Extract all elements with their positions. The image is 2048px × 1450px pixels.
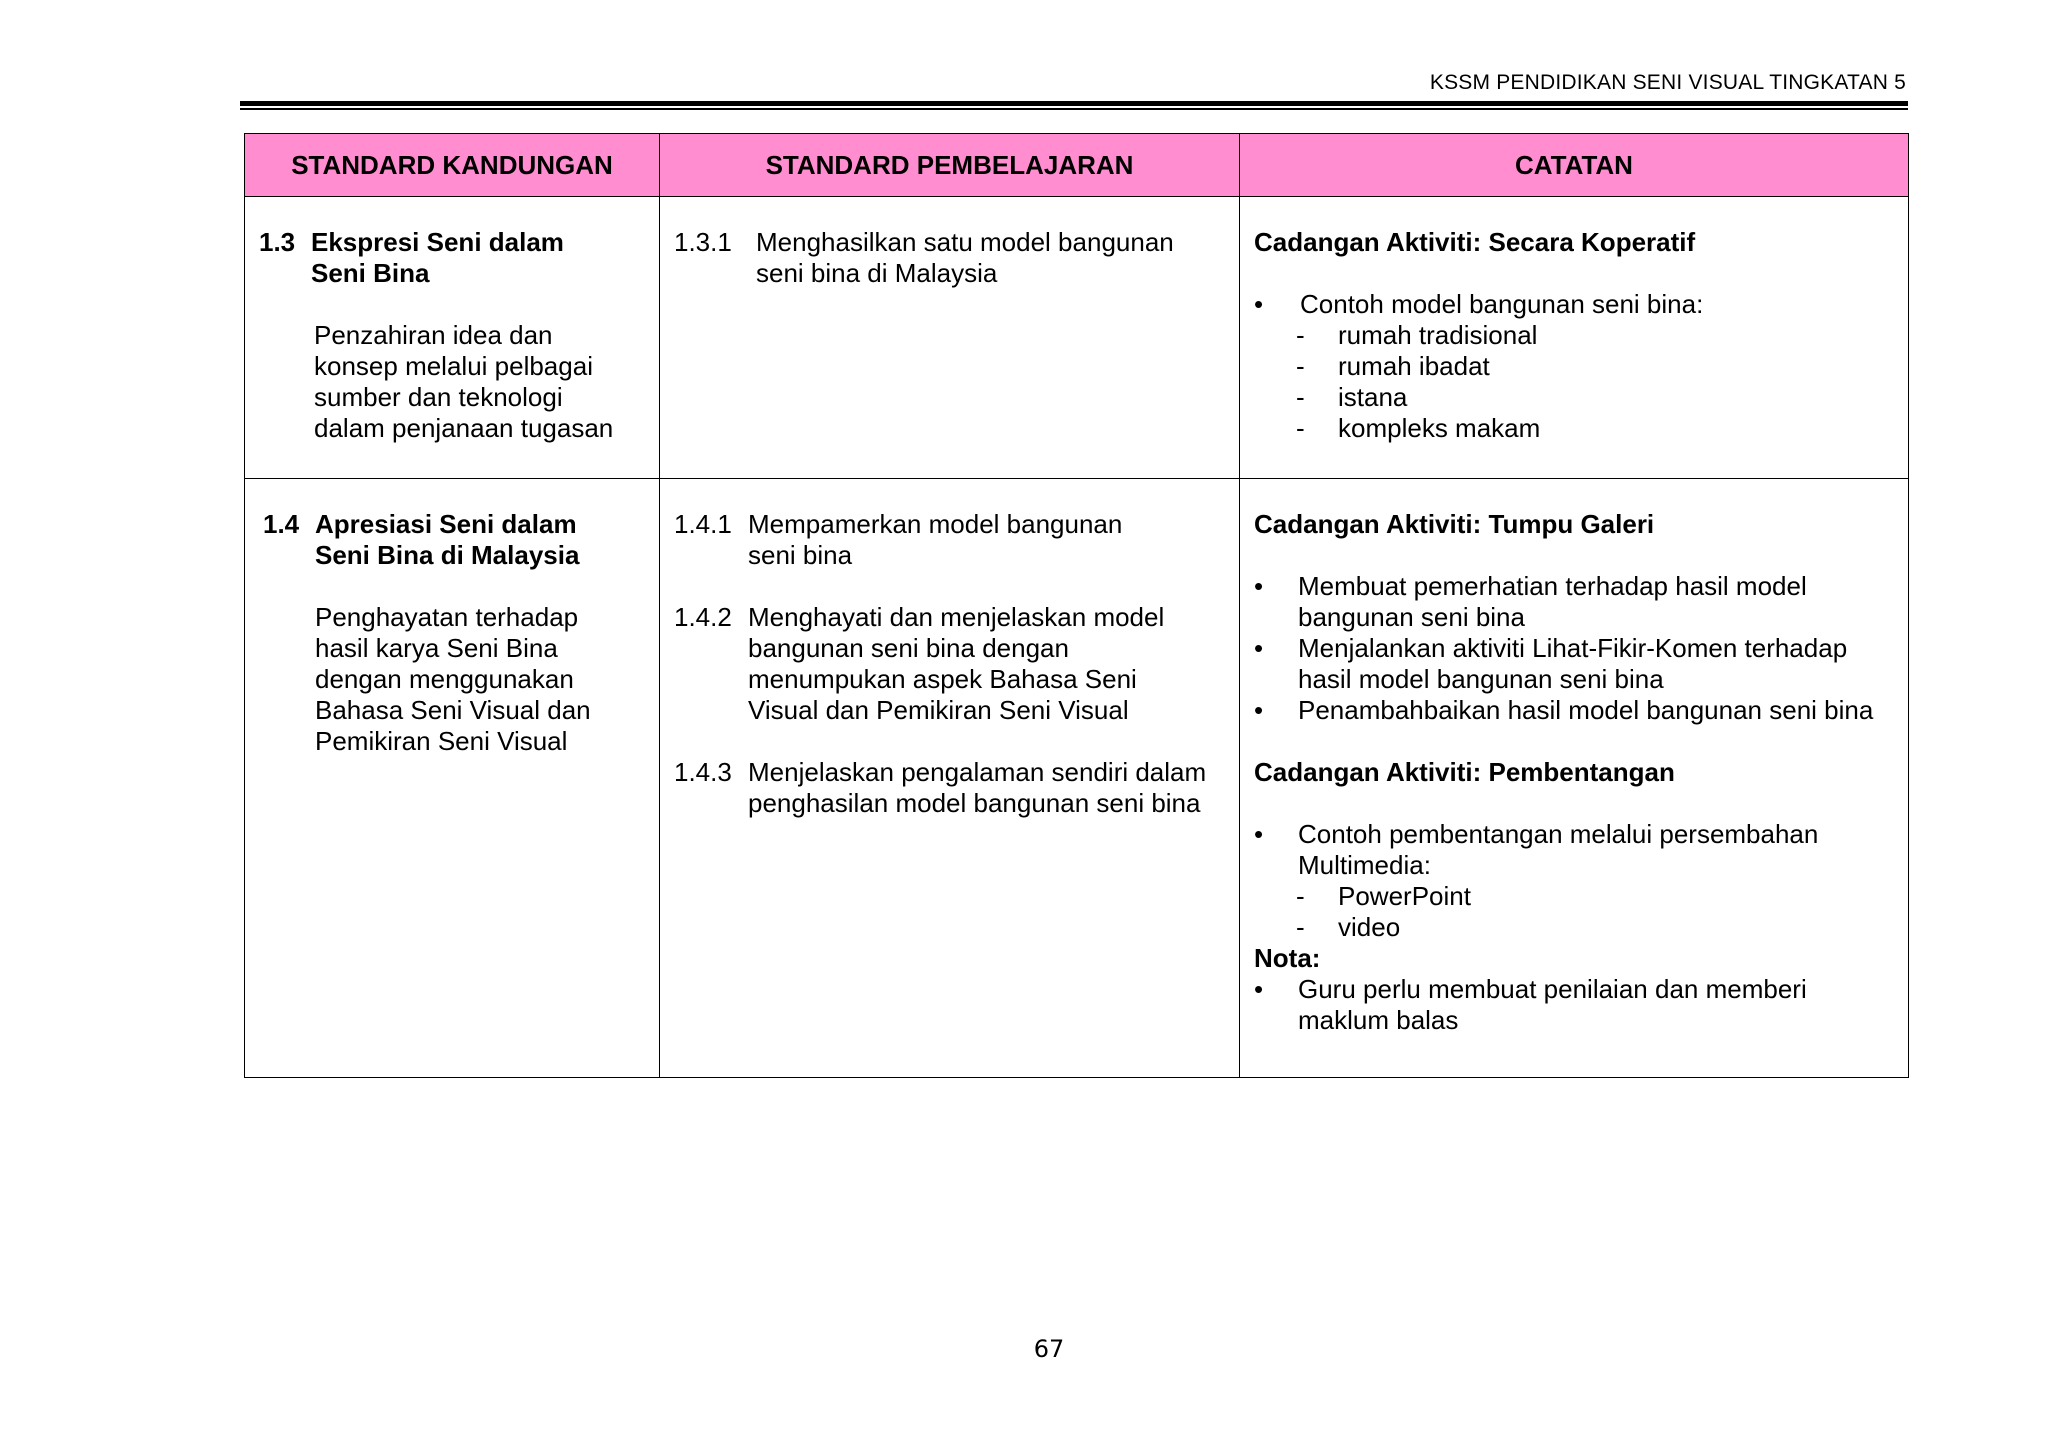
column-header-pembelajaran: STANDARD PEMBELAJARAN bbox=[660, 134, 1240, 197]
learning-standard-item bbox=[674, 509, 1239, 571]
learning-standard-number: 1.4.1 bbox=[674, 509, 732, 539]
learning-standard-item bbox=[674, 602, 1239, 726]
dash-icon: - bbox=[1296, 351, 1305, 381]
sub-list-item-text: PowerPoint bbox=[1338, 881, 1471, 911]
table-row bbox=[245, 479, 1909, 1078]
list-item-text: Contoh model bangunan seni bina: bbox=[1300, 289, 1704, 319]
dash-icon: - bbox=[1296, 881, 1305, 911]
activity-heading: Cadangan Aktiviti: Tumpu Galeri bbox=[1254, 509, 1655, 539]
list-item bbox=[1254, 289, 1908, 320]
page-number: 67 bbox=[1033, 1335, 1065, 1363]
document-header-title: KSSM PENDIDIKAN SENI VISUAL TINGKATAN 5 bbox=[1429, 71, 1906, 94]
bullet-icon: • bbox=[1254, 819, 1264, 849]
sub-list-item-text: rumah tradisional bbox=[1338, 320, 1538, 350]
pembelajaran-cell bbox=[660, 479, 1240, 1078]
kandungan-number: 1.4 bbox=[263, 509, 300, 539]
bullet-icon: • bbox=[1254, 695, 1264, 725]
sub-list-item bbox=[1254, 912, 1908, 943]
learning-standard-item bbox=[674, 757, 1239, 819]
dash-icon: - bbox=[1296, 912, 1305, 942]
learning-standard-text: Menjelaskan pengalaman sendiri dalam penghasilan model bangunan seni bina bbox=[748, 757, 1207, 818]
learning-standard-text: Menghayati dan menjelaskan model bangunan seni bina dengan menumpukan aspek Bahasa Seni Visual dan Pemikiran Seni Visual bbox=[748, 602, 1165, 725]
pembelajaran-cell bbox=[660, 197, 1240, 479]
table-row bbox=[245, 197, 1909, 479]
activity-heading: Cadangan Aktiviti: Secara Koperatif bbox=[1254, 227, 1696, 257]
learning-standard-text: Menghasilkan satu model bangunan seni bina di Malaysia bbox=[756, 227, 1174, 288]
header-rule-thick bbox=[240, 101, 1908, 106]
list-item-text: Contoh pembentangan melalui persembahan Multimedia: bbox=[1298, 819, 1819, 880]
kandungan-title: Ekspresi Seni dalam Seni Bina bbox=[311, 227, 564, 288]
list-item bbox=[1254, 974, 1908, 1036]
sub-list-item-text: rumah ibadat bbox=[1338, 351, 1490, 381]
standards-table bbox=[244, 133, 1909, 1078]
list-item-text: Guru perlu membuat penilaian dan memberi maklum balas bbox=[1298, 974, 1807, 1035]
learning-standard-number: 1.4.2 bbox=[674, 602, 732, 632]
catatan-cell bbox=[1240, 197, 1909, 479]
nota-heading: Nota: bbox=[1254, 943, 1321, 973]
list-item bbox=[1254, 633, 1908, 695]
header-rule-thin bbox=[240, 108, 1908, 110]
sub-list-item bbox=[1254, 382, 1908, 413]
bullet-icon: • bbox=[1254, 633, 1264, 663]
kandungan-heading bbox=[259, 227, 659, 289]
kandungan-cell bbox=[245, 197, 660, 479]
column-header-catatan: CATATAN bbox=[1240, 134, 1909, 197]
activity-heading: Cadangan Aktiviti: Pembentangan bbox=[1254, 757, 1675, 787]
list-item-text: Membuat pemerhatian terhadap hasil model bangunan seni bina bbox=[1298, 571, 1807, 632]
sub-list-item bbox=[1254, 351, 1908, 382]
list-item-text: Penambahbaikan hasil model bangunan seni bina bbox=[1298, 695, 1874, 725]
kandungan-description: Penghayatan terhadap hasil karya Seni Bina dengan menggunakan Bahasa Seni Visual dan Pemikiran Seni Visual bbox=[315, 602, 591, 756]
kandungan-number: 1.3 bbox=[259, 227, 296, 257]
learning-standard-number: 1.3.1 bbox=[674, 227, 732, 257]
sub-list-item bbox=[1254, 320, 1908, 351]
sub-list-item-text: video bbox=[1338, 912, 1401, 942]
dash-icon: - bbox=[1296, 413, 1305, 443]
list-item-text: Menjalankan aktiviti Lihat-Fikir-Komen terhadap hasil model bangunan seni bina bbox=[1298, 633, 1848, 694]
dash-icon: - bbox=[1296, 320, 1305, 350]
bullet-icon: • bbox=[1254, 571, 1264, 601]
table-header-row bbox=[245, 134, 1909, 197]
bullet-icon: • bbox=[1254, 974, 1264, 1004]
dash-icon: - bbox=[1296, 382, 1305, 412]
learning-standard-item bbox=[674, 227, 1239, 289]
catatan-cell bbox=[1240, 479, 1909, 1078]
kandungan-description: Penzahiran idea dan konsep melalui pelbagai sumber dan teknologi dalam penjanaan tugasan bbox=[314, 320, 614, 443]
sub-list-item-text: istana bbox=[1338, 382, 1408, 412]
list-item bbox=[1254, 571, 1908, 633]
kandungan-cell bbox=[245, 479, 660, 1078]
bullet-icon: • bbox=[1254, 289, 1264, 319]
learning-standard-text: Mempamerkan model bangunan seni bina bbox=[748, 509, 1123, 570]
list-item bbox=[1254, 695, 1908, 726]
list-item bbox=[1254, 819, 1908, 881]
sub-list-item-text: kompleks makam bbox=[1338, 413, 1541, 443]
column-header-kandungan: STANDARD KANDUNGAN bbox=[245, 134, 660, 197]
learning-standard-number: 1.4.3 bbox=[674, 757, 732, 787]
kandungan-heading bbox=[263, 509, 659, 571]
sub-list-item bbox=[1254, 881, 1908, 912]
kandungan-title: Apresiasi Seni dalam Seni Bina di Malaysia bbox=[315, 509, 580, 570]
sub-list-item bbox=[1254, 413, 1908, 444]
